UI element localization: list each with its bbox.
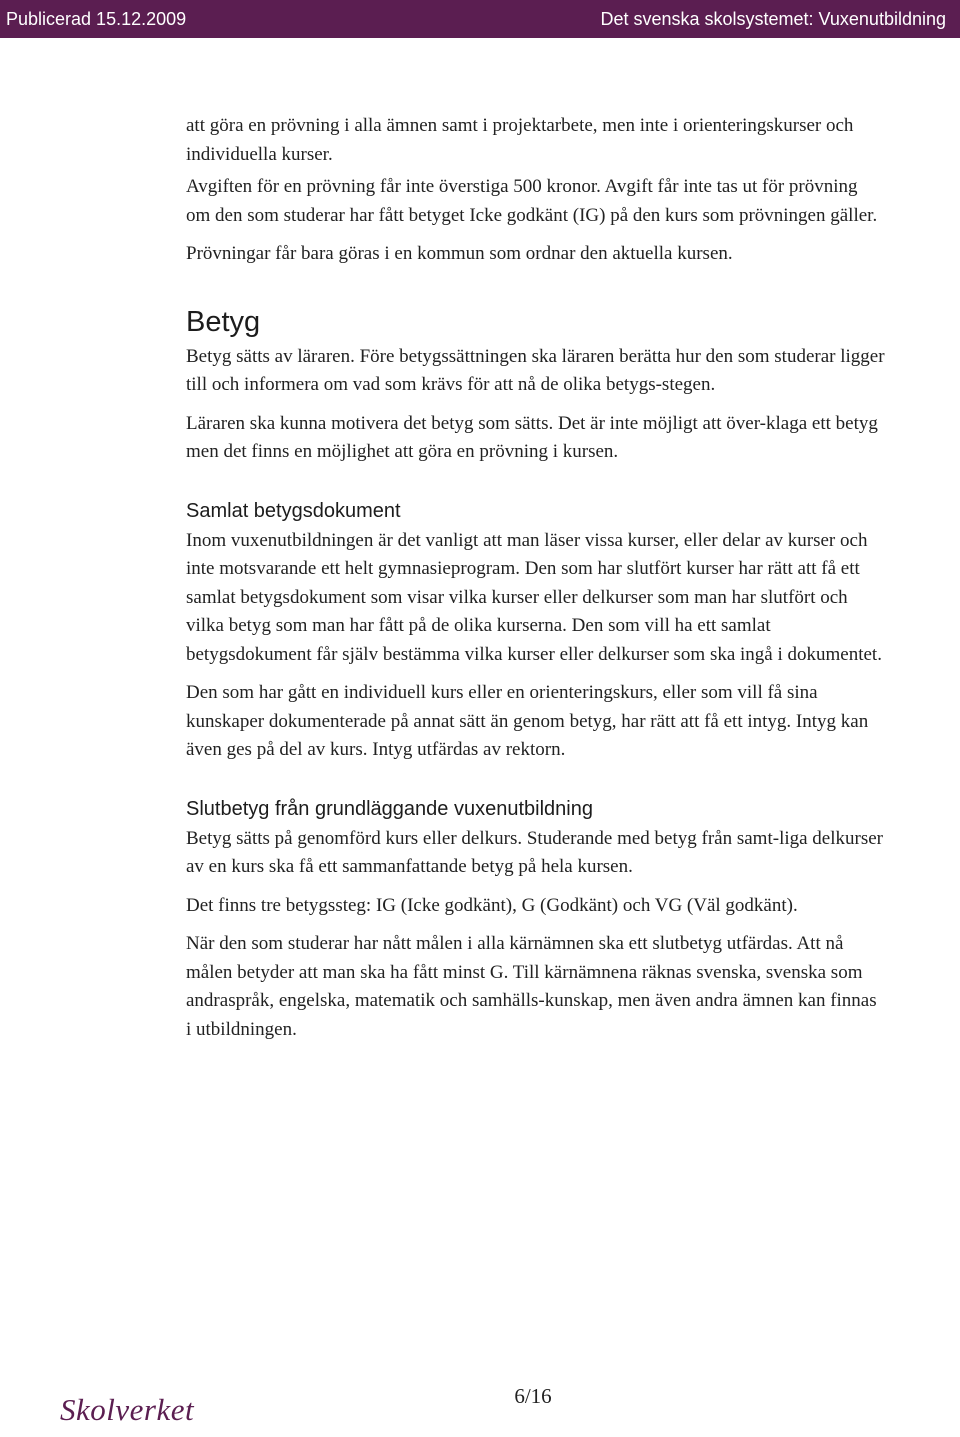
paragraph: Prövningar får bara göras i en kommun som ordnar den aktuella kursen. bbox=[186, 243, 733, 264]
page-header bbox=[0, 0, 960, 38]
section-heading-slutbetyg: Slutbetyg från grundläggande vuxenutbildning bbox=[186, 797, 593, 820]
section-heading-betyg: Betyg bbox=[186, 305, 261, 338]
paragraph: Avgiften för en prövning får inte överstiga 500 kronor. Avgift får inte tas ut för prövning om den som studerar har fått betyget Icke godkänt (IG) på den kurs som prövningen gäller. bbox=[186, 176, 878, 226]
paragraph: När den som studerar har nått målen i alla kärnämnen ska ett slutbetyg utfärdas. Att nå målen betyder att man ska ha fått minst G. Till kärnämnena räknas svenska, svenska som andraspråk, engelska, matematik och samhälls-kunskap, men även andra ämnen kan finnas i utbildningen. bbox=[186, 933, 877, 1040]
paragraph: Läraren ska kunna motivera det betyg som sätts. Det är inte möjligt att över-klaga ett betyg men det finns en möjlighet att göra en prövning i kursen. bbox=[186, 412, 878, 462]
paragraph: Den som har gått en individuell kurs eller en orienteringskurs, eller som vill få sina kunskaper dokumenterade på annat sätt än genom betyg, har rätt att få ett intyg. Intyg kan även ges på del av kurs. Intyg utfärdas av rektorn. bbox=[186, 682, 869, 760]
paragraph: Det finns tre betygssteg: IG (Icke godkänt), G (Godkänt) och VG (Väl godkänt). bbox=[186, 894, 798, 916]
section-heading-samlat-betygsdokument: Samlat betygsdokument bbox=[186, 499, 401, 522]
paragraph: Betyg sätts på genomförd kurs eller delkurs. Studerande med betyg från samt-liga delkurser av en kurs ska få ett sammanfattande betyg på hela kursen. bbox=[186, 827, 883, 877]
paragraph: Betyg sätts av läraren. Före betygssättningen ska läraren berätta hur den som studerar ligger till och informera om vad som krävs för att nå de olika betygs-stegen. bbox=[186, 345, 885, 395]
document-title: Det svenska skolsystemet: Vuxenutbildning bbox=[600, 8, 946, 29]
paragraph: Inom vuxenutbildningen är det vanligt att man läser vissa kurser, eller delar av kurser och inte motsvarande ett helt gymnasieprogram. Den som har slutfört kurser har rätt att få ett samlat betygsdokument som visar vilka kurser eller delkurser som man har slutfört och vilka betyg som man har fått på de olika kurserna. Den som vill ha ett samlat betygsdokument får själv bestämma vilka kurser eller delkurser som ska ingå i dokumentet. bbox=[186, 529, 882, 665]
publication-date: Publicerad 15.12.2009 bbox=[6, 8, 187, 29]
document-body bbox=[186, 112, 886, 1054]
skolverket-logo: Skolverket bbox=[60, 1392, 195, 1427]
page-number: 6/16 bbox=[514, 1384, 552, 1408]
paragraph: att göra en prövning i alla ämnen samt i projektarbete, men inte i orienteringskurser och individuella kurser. bbox=[186, 115, 854, 165]
